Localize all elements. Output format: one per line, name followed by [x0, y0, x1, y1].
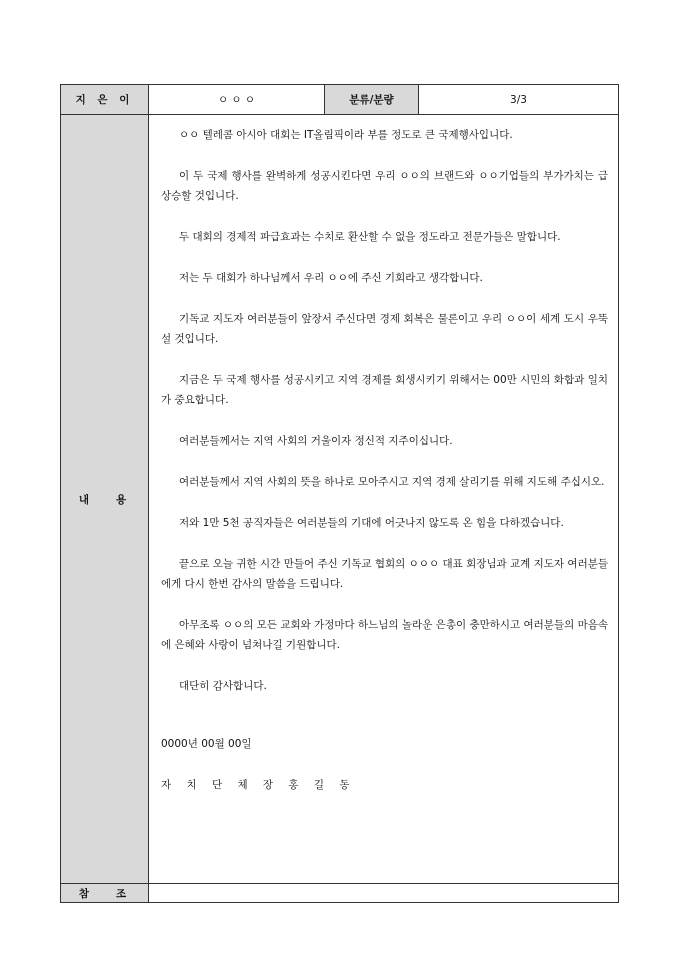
author-label: 지 은 이 [61, 85, 149, 115]
closing-remark: 대단히 감사합니다. [179, 680, 267, 692]
content-label: 내 용 [61, 115, 149, 884]
content-paragraph: 이 두 국제 행사를 완벽하게 성공시킨다면 우리 ㅇㅇ의 브랜드와 ㅇㅇ기업들의 부가가치는 급상승할 것입니다. [161, 170, 608, 202]
document-date: 0000년 00월 00일 [161, 738, 252, 750]
category-value: 3/3 [419, 85, 619, 115]
content-paragraph: 두 대회의 경제적 파급효과는 수치로 환산할 수 없을 정도라고 전문가들은 말합니다. [179, 231, 561, 243]
author-value: ㅇ ㅇ ㅇ [149, 85, 325, 115]
content-body [149, 115, 619, 884]
content-paragraph: 저와 1만 5천 공직자들은 여러분들의 기대에 어긋나지 않도록 온 힘을 다하겠습니다. [179, 517, 564, 529]
content-paragraph: 기독교 지도자 여러분들이 앞장서 주신다면 경제 회복은 물론이고 우리 ㅇㅇ이 세계 도시 우뚝 설 것입니다. [161, 313, 608, 345]
document-form-table [60, 84, 619, 903]
content-row [61, 115, 619, 884]
reference-row [61, 884, 619, 903]
signer-name: 자 치 단 체 장 홍 길 동 [161, 779, 356, 791]
reference-label: 참 조 [61, 884, 149, 903]
content-paragraph: 아무조록 ㅇㅇ의 모든 교회와 가정마다 하느님의 놀라운 은총이 충만하시고 여러분들의 마음속에 은혜와 사랑이 넘쳐나길 기원합니다. [161, 619, 608, 651]
content-paragraph: 지금은 두 국제 행사를 성공시키고 지역 경제를 회생시키기 위해서는 00만 시민의 화합과 일치가 중요합니다. [161, 374, 608, 406]
content-paragraph: ㅇㅇ 텔레콤 아시아 대회는 IT올림픽이라 부를 정도로 큰 국제행사입니다. [179, 129, 513, 141]
header-row [61, 85, 619, 115]
content-paragraph: 끝으로 오늘 귀한 시간 만들어 주신 기독교 협회의 ㅇㅇㅇ 대표 회장님과 교계 지도자 여러분들에게 다시 한번 감사의 말씀을 드립니다. [161, 558, 608, 590]
content-paragraph: 여러분들께서 지역 사회의 뜻을 하나로 모아주시고 지역 경제 살리기를 위해 지도해 주십시오. [179, 476, 605, 488]
reference-value [149, 884, 619, 903]
category-label: 분류/분량 [325, 85, 419, 115]
content-paragraph: 여러분들께서는 지역 사회의 거울이자 정신적 지주이십니다. [179, 435, 453, 447]
content-paragraph: 저는 두 대회가 하나님께서 우리 ㅇㅇ에 주신 기회라고 생각합니다. [179, 272, 483, 284]
